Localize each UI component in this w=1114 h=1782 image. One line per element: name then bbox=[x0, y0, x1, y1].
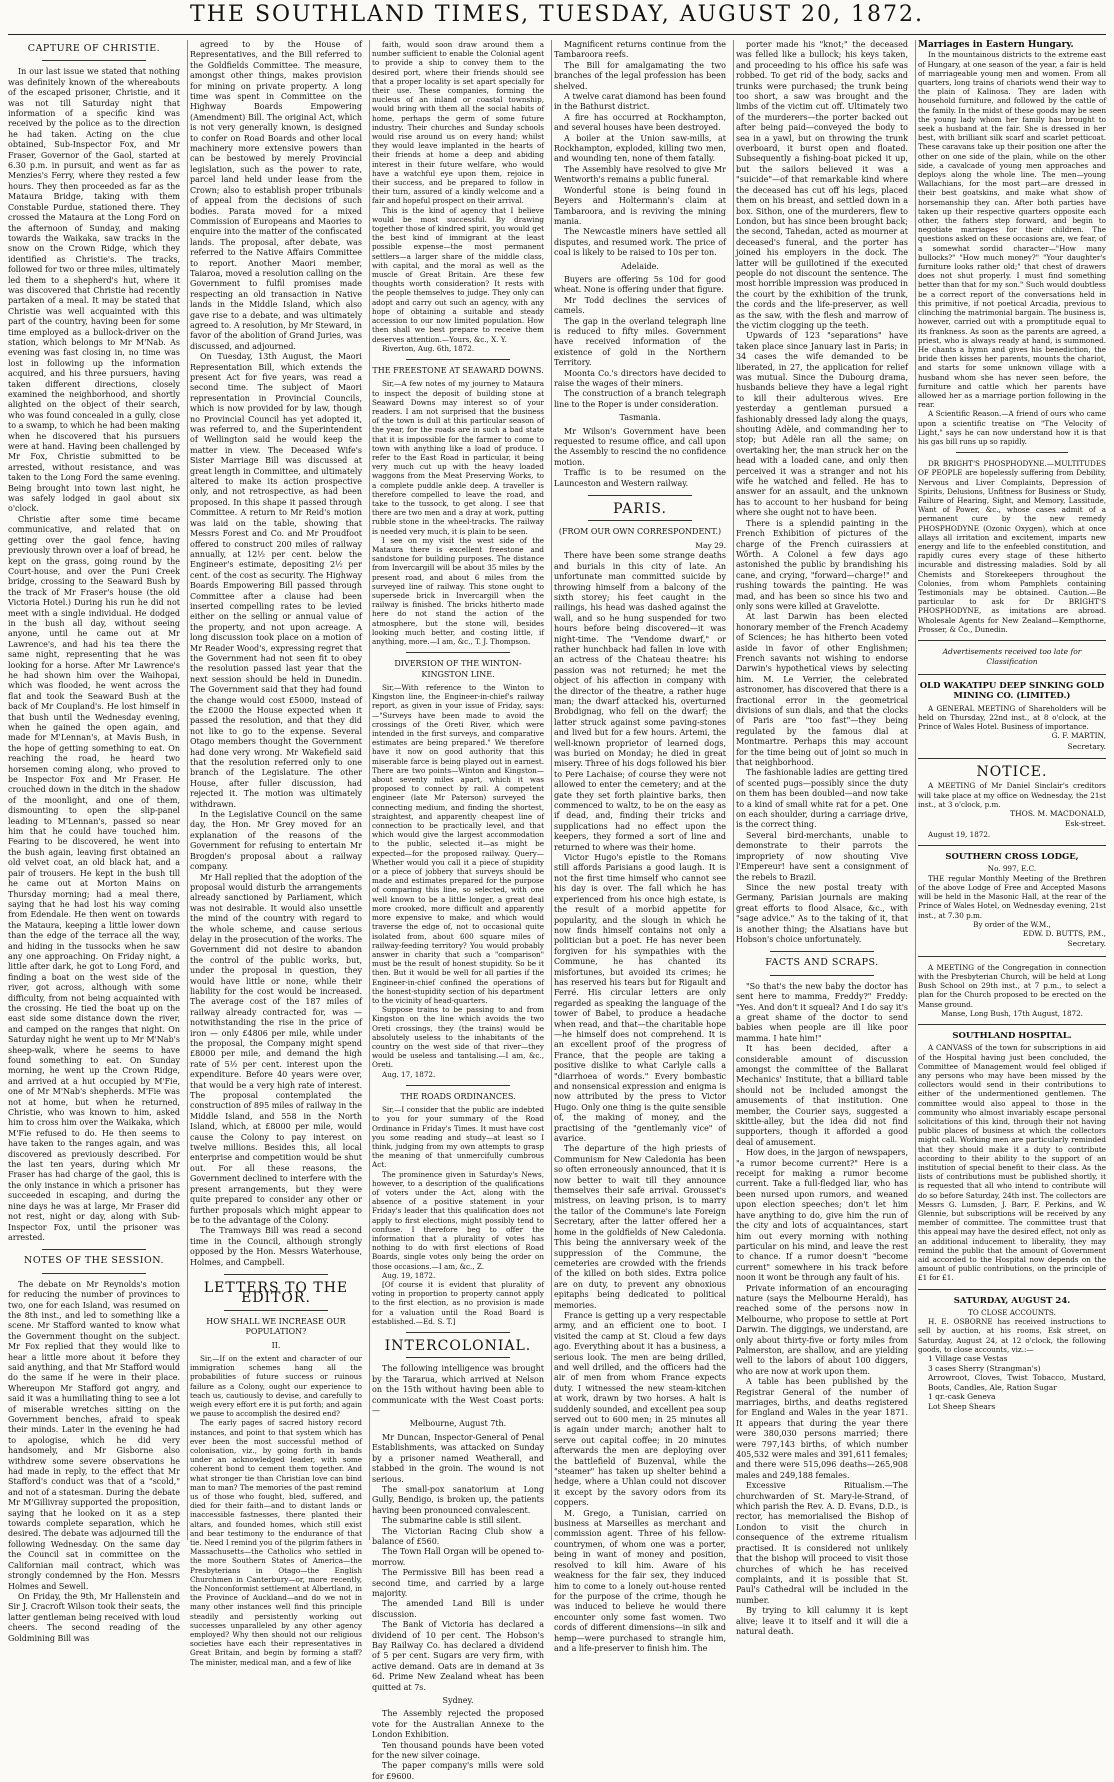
paragraph: The early pages of sacred history record instances, and point to that system which has ever been the most successful method of colonisation, viz., by going forth in bands under an acknowledged leader, with some coherent bond to cement them together. And what stronger tie than Christian love can bind man to man? The memories of the past remind us of those who fought, bled, suffered, and died for their faith—and to distant lands or inaccessible fastnesses, there planted their altars, and founded homes, which still exist and bear testimony to the endurance of that tie. Need I remind you of the pilgrim fathers in Massachusetts—the Catholics who settled in the more Southern States of America—the Presbyterians in Otago—the English Churchmen in Canterbury—or, more recently, the Nonconformist settlement at Albertland, in the Province of Auckland—and do we not in many other instances well find this principle steadily and persistently working out successes unparalleled by any other agency employed? Why then should not our religious societies have each their representatives in Great Britain, and begin by forming a staff? The minister, medical man, and a few of like bbox=[190, 1418, 362, 1667]
paragraph: Traffic is to be resumed on the Launceston and Western railway. bbox=[554, 468, 726, 488]
paragraph: Christie after some time became communicative, and related that on getting over the gaol fence, having previously thrown over a loaf of bread, he kept on the grass, going round by the Court-house, and over the Puni Creek bridge, crossing to the Seaward Bush by the track of Mr Fraser's house (the old Victoria Hotel.) During his run he did not meet with a single individual. He dodged in the bush all day, without seeing anyone, until he came out at Mr Lawrence's, and had his tea there the same night, representing that he was looking for a horse. After Mr Lawrence's he had shown him over the Waihopai, which was flooded, he went across the flat and took the Seaward Bush at the back of Mr Coupland's. He lost himself in that bush until the Wednesday evening, when he gained the open again, and made for M'Lennan's, at Mavis Bush, in the hope of getting something to eat. On reaching the road, he heard two horsemen coming along, who proved to be Inspector Fox and Mr Fraser. He crouched down in the ditch in the shadow of the moonlight, and one of them, dismounting to open the slip-panel leading to M'Lennan's, passed so near him that he could have touched him. Fearing to be discovered, he went into the bush again, leaving first obtained an old velvet coat, an old black hat, and a pair of trousers. He kept in the bush till he came out at Morton Mains on Thursday morning; had a meal there, saying that he had lost his way coming from Edendale. He then went on towards the Mataura, keeping a little lower down than the edge of the terrace all the way, and hiding in the tussocks when he saw any one approaching. On Friday night, a little after dark, he got to Long Ford, and finding a boat on the west side of the river, got across, although with some difficulty, from not being acquainted with the crossing. He tied the boat up on the east side some distance down the river, and camped on the ranges that night. On Saturday night he went up to Mr M'Nab's sheep-walk, where he seems to have found something to eat. On Sunday morning, he went up the Crown Ridge, and arrived at a hut occupied by M'Fie, one of Mr M'Nab's shepherds. M'Fie was not at home, but when he returned, Christie, who was known to him, asked him to cross him over the Waikaka, which M'Fie refused to do. He then seems to have taken to the ranges again, and was discovered as previously described. For the last ten years, during which Mr Fraser has had charge of the gaol, this is the only instance in which a prisoner has succeeded in escaping, and during the nine days he was at large, Mr Fraser did not rest, night or day, along with Sub-Inspector Fox, until the prisoner was arrested. bbox=[8, 514, 180, 1242]
advert-title: SATURDAY, AUGUST 24. bbox=[953, 1295, 1071, 1306]
paragraph: A fire has occurred at Rockhampton, and several houses have been destroyed. bbox=[554, 112, 726, 133]
section-title: FACTS AND SCRAPS. bbox=[765, 957, 879, 969]
paragraph: The Bill for amalgamating the two branches of the legal profession has been shelved. bbox=[554, 60, 726, 91]
dateline: Aug. 17, 1872. bbox=[382, 1069, 436, 1079]
article-title: NOTES OF THE SESSION. bbox=[24, 1255, 164, 1267]
paragraph: The submarine cable is still silent. bbox=[382, 1516, 522, 1526]
paragraph: The Assembly rejected the proposed vote for the Australian Annexe to the London Exhibition. bbox=[372, 1709, 544, 1740]
paragraph: Sir,—I consider that the public are indebted to you for your summary of the Road Ordinance in Friday's Times. It must have cost you some reading and study—at least so I think, judging from my own attempts to grasp the meaning of that unmercifully cumbrous Act. bbox=[372, 1105, 544, 1170]
item-title: Marriages in Eastern Hungary. bbox=[918, 40, 1074, 50]
list-item: 1 qr.-cask Geneva bbox=[928, 1392, 996, 1402]
paragraph: A table has been published by the Registrar General of the number of marriages, births, and deaths registered for England and Wales in the year 1871. It appears that during the year there were 380,030 persons married; there were 797,143 births, of which number 405,532 were males and 391,611 females; and there were 515,096 deaths—265,908 males and 249,188 females. bbox=[736, 1377, 908, 1480]
paragraph: The following intelligence was brought by the Tararua, which arrived at Nelson on the 15th without having been able to communicate with the West Coast ports:— bbox=[372, 1364, 544, 1416]
paragraph: Buyers are offering 5s 10d for good wheat. None is offering under that figure. bbox=[554, 274, 726, 295]
paragraph: The gap in the overland telegraph line is reduced to fifty miles. Government have received information of the existence of gold in the Northern Territory. bbox=[554, 316, 726, 368]
advertisement: A GENERAL MEETING of Shareholders will be held on Thursday, 22nd inst., at 8 o'clock, at the Prince of Wales Hotel. Business of importance. bbox=[918, 703, 1106, 732]
paragraph: The Assembly have resolved to give Mr Wentworth's remains a public funeral. bbox=[554, 164, 726, 185]
dateline-heading: Sydney. bbox=[442, 1696, 474, 1706]
paragraph: Mr Hall replied that the adoption of the proposal would disturb the arrangements already sanctioned by Parliament, which was not desirable. It would also unsettle the mind of the country with regard to the whole scheme, and cause serious delay in the prosecution of the works. The Government did not desire to abandon the control of the public works, but, under the proposal in question, they would have little or none, while their liability for the cost would be increased. The average cost of the 187 miles of railway already contracted for, was — notwithstanding the rise in the price of iron — only £4806 per mile, while under the proposal, the Company might spend £8000 per mile, and demand the high rate of 5½ per cent. interest upon the expenditure. Before 40 years were over, that would be a very high rate of interest. The proposal contemplated the construction of 895 miles of railway in the Middle Island, and 558 in the North Island, which, at £8000 per mile, would cause the Colony to pay interest on twelve millions. Besides this, all local enterprise and competition would be shut out. For all these reasons, the Government declined to interfere with the present arrangements, but they were quite prepared to consider any other or further proposals which might appear to be to the advantage of the Colony. bbox=[190, 872, 362, 1225]
byline: (FROM OUR OWN CORRESPONDENT.) bbox=[558, 527, 722, 537]
column-rule bbox=[369, 40, 370, 1540]
column-1 bbox=[8, 40, 180, 1643]
column-4 bbox=[554, 40, 726, 1653]
paragraph: In the mountainous districts to the extreme east of Hungary, at one season of the year, a fair is held of marriageable young men and women. From all quarters, long trains of chariots wend their way to the plain of Kalinosa. They are laden with household furniture, and followed by the cattle of the family. In the midst of these goods may be seen the young lady whom her family has brought to seek a husband at the fair. She is dressed in her best, with brilliant silk scarf and scarlet petticoat. These caravans take up their position one after the other on one side of the plain, while on the other side, a cavalcade of young men approaches and deploys along the whole line. The men—young Wallachians, for the most part—are dressed in their best goatskins, and make what show of horsemanship they can. After both parties have taken up their respective quarters opposite each other, the fathers step forward, and begin to negotiate marriages for their children. The questions asked on these occasions are, we fear, of a somewhat sordid character—"How many bullocks?" "How much money?" "Your daughter's furniture looks rather old;" that chest of drawers does not shut properly. I must find something better than that for my son." Such would doubtless be a correct report of the conversations held in this primitive, if not poetical Arcadia, previous to clinching the matrimonial bargain. The business is, however, carried out with a promptitude equal to its frankness. As soon as the parents are agreed, a priest, who is always ready at hand, is summoned. He chants a hymn and gives his benediction, the bride then kisses her parents, mounts the chariot, and starts for some unknown village with a husband whom she has never seen before, the furniture and cattle which her parents have allowed her as a marriage portion following in the rear. bbox=[918, 50, 1106, 410]
dateline-heading: Tasmania. bbox=[619, 413, 661, 423]
paragraph: The paper company's mills were sold for £9600. bbox=[372, 1761, 544, 1781]
paragraph: Suppose trains to be passing to and from Kingston on the line which avoids the two Oreti crossings, they (the trains) would be absolutely useless to the inhabitants of the country on the west side of that river—they would be useless and tantalising.—I am, &c., Oreti. bbox=[372, 1005, 544, 1070]
paragraph: France is getting up a very respectable army, and an efficient one to boot. I visited the camp at St. Cloud a few days ago. Everything about it has a business, a serious look. The men are being drilled, and well drilled, and the officers had the air of men from whom France expects duty. I witnessed the new steam-kitchen at work, drawn by two horses. A halt is suddenly sounded, and excellent pea soup served out to 600 men; in 25 minutes all is again under march; another halt to serve out capital coffee; in 20 minutes afterwards the men are deploying over the battlefield of Buzenval, while the "steamer" has taken up shelter behind a hedge, where a Uhlan could not discover it except by the savory odors from its coppers. bbox=[554, 1310, 726, 1508]
signature: THOS. M. MACDONALD, bbox=[1010, 809, 1106, 819]
paragraph: Mr Todd declines the services of camels. bbox=[554, 295, 726, 316]
signature: EDW. D. BUTTS, P.M., bbox=[1022, 928, 1106, 938]
paragraph: The departure of the high priests of Communism for New Caledonia has been so often erroneously announced, that it is now better to wait till they announce themselves their safe arrival. Grousset's mistress, on leaving prison, is to marry the tailor of the Commune's late Foreign Secretary, after the latter offered her a home in the goldfields of New Caledonia. This being the anniversary week of the suppression of the Commune, the cemeteries are crowded with the friends of the killed on both sides. Extra police are on duty, to prevent any obnoxious epitaphs being dedicated to political memories. bbox=[554, 1144, 726, 1310]
list-item: Lot Sheep Shears bbox=[928, 1402, 996, 1412]
paragraph: The Permissive Bill has been read a second time, and carried by a large majority. bbox=[372, 1568, 544, 1598]
advert-title: SOUTHERN CROSS LODGE, bbox=[945, 852, 1079, 863]
list-item: 3 cases Sherry (Strangman's) bbox=[928, 1363, 1041, 1373]
paragraph: The small-pox sanatorium at Long Gully, Bendigo, is broken up, the patients having been pronounced convalescent. bbox=[372, 1484, 544, 1515]
paragraph: The Tramways Bill was read a second time in the Council, although strongly opposed by the Hon. Messrs Waterhouse, Holmes, and Campbell. bbox=[190, 1226, 362, 1267]
paragraph: It has been decided, after a considerable amount of discussion amongst the committee of the Ballarat Mechanics' Institute, that a billiard table should not be included amongst the amusements of that institution. One member, the Courier says, suggested a skittle-alley, but the idea did not find supporters, though it afforded a good deal of amusement. bbox=[736, 1044, 908, 1147]
paragraph: Mr Duncan, Inspector-General of Penal Establishments, was attacked on Sunday by a prisoner named Weatherall, and stabbed in the groin. The wound is not serious. bbox=[372, 1432, 544, 1484]
paragraph: agreed to by the House of Representatives, and the Bill referred to the Goldfields Committee. The measure, amongst other things, makes provision for mining on private property. A long time was spent in Committee on the Highway Boards Empowering (Amendment) Bill. The original Act, which is not very generally known, is designed to confer on Road Boards and other local machinery more extensive powers than can be bestowed by merely Provincial legislation, such as the power to rate, parcel land held under lease from the Crown; also to establish proper tribunals of appeal from the decisions of such bodies. Parata moved for a mixed Commission of Europeans and Maories to enquire into the matter of the confiscated lands. The proposal, after debate, was referred to the Native Affairs Committee to report. Another Maori member, Taiaroa, moved a resolution calling on the Government to fulfil promises made respecting an old transaction in Native lands in the Middle Island, which also gave rise to a debate, and was ultimately agreed to. A resolution, by Mr Steward, in favor of the abolition of Grand Juries, was discussed, and adjourned. bbox=[190, 40, 362, 351]
column-5 bbox=[736, 40, 908, 1636]
column-2 bbox=[190, 40, 362, 1667]
advert-title: NOTICE. bbox=[976, 764, 1048, 781]
paragraph: M. Grego, a Tunisian, carried on business at Marseilles as merchant and commission agent. Three of his fellow-countrymen, of whom one was a porter, being in want of money and position, resolved to kill him. Aware of his weakness for the fair sex, they induced him to come to a lonely out-house rented for the purpose of the crime, though he was induced to believe he would there encounter only some fast women. Two cords of different dimensions—in silk and hemp—were purchased to strangle him, and a life-preserver to finish him. The bbox=[554, 1508, 726, 1653]
paragraph: faith, would soon draw around them a number sufficient to enable the Colonial agent to provide a ship to convey them to the desired port, where their friends should see that a proper locality is set apart specially for their use. These companies, forming the nucleus of an inland or coastal township, would bring with them all the social habits of home, perhaps the germ of some future industry. Their churches and Sunday schools would rise around us on every hand; whilst they would leave implanted in the hearts of their friends at home a deep and abiding interest in their future welfare, who would have a watchful eye upon them, rejoice in their success, and be prepared to follow in their turn, assured of a kindly welcome and a fair and hopeful prospect on their arrival. bbox=[372, 40, 544, 206]
letter-number: II. bbox=[271, 1340, 281, 1350]
paragraph: A Scientific Reason.—A friend of ours who came upon a scientific treatise on "The Velocity of Light," says he can now understand how it is that his gas bill runs up so rapidly. bbox=[918, 409, 1106, 446]
letter-title: DIVERSION OF THE WINTON-KINGSTON LINE. bbox=[394, 659, 522, 679]
paragraph: "So that's the new baby the doctor has sent here to mamma, Freddy?" Freddy: "Yes. And don't it squeal? And I do say it's a great shame of the doctor to send babies when people are ill like poor mamma. I hate him!" bbox=[736, 981, 908, 1043]
section-title: LETTERS TO THE EDITOR. bbox=[203, 1279, 349, 1307]
dateline: May 29. bbox=[695, 540, 726, 550]
paragraph: In our last issue we stated that nothing was definitely known of the whereabouts of the escaped prisoner, Christie, and it was not till Saturday night that information of a specific kind was received by the police as to the direction he had taken. Acting on the clue obtained, Sub-Inspector Fox, and Mr Fraser, Governor of the Gaol, started at 6.30 p.m. in pursuit, and went as far as Menzies's Ferry, where they rested a few hours. They then proceeded as far as the Mataura Bridge, taking with them Constable Purdue, stationed there. They crossed the Mataura at the Long Ford on the afternoon of Sunday, and making towards the Waikaka, saw tracks in the snow on the Crown Ridge, which they identified as Christie's. The tracks, followed for two or three miles, ultimately led them to a shepherd's hut, where it was discovered that Christie had recently partaken of a meal. It may be stated that Christie was well acquainted with this part of the country, having been for some time employed as a bullock-driver on the station, which belongs to Mr M'Nab. As evening was fast closing in, no time was lost in following up the information acquired, and his three pursuers, having taken different directions, closely examined the neighborhood, and shortly alighted on the object of their search, who was found concealed in a gully, close to a swamp, to which he had been making when he discovered that his pursuers were at hand. Having been challenged by Mr Fox, Christie submitted to be arrested, without resistance, and was taken to the Long Ford the same evening. Being brought into town last night, he was safely lodged in gaol about six o'clock. bbox=[8, 67, 180, 514]
column-rule bbox=[187, 40, 188, 1540]
column-6 bbox=[918, 40, 1106, 1540]
paragraph: The construction of a branch telegraph line to the Roper is under consideration. bbox=[554, 389, 726, 409]
paragraph: Upwards of 123 "separations" have taken place since January last in Paris; in 34 cases the wife demanded to be liberated, in 27, the application for relief was mutual. Since the Dubourg drama, husbands believe they have a legal right to kill their adulterous wives. Ere yesterday a gentleman pursued a fashionably dressed lady along the quays, shouting Adèle, and commanding her to stop; but Adèle ran all the same; on overtaking her, the man struck her on the head with a loaded cane, and only then perceived it was a stranger and not his wife he watched and felled. He has to answer for an assault, and the unknown has to account to her husband for being where she ought not to have been. bbox=[736, 331, 908, 518]
paragraph: Moonta Co.'s directors have decided to raise the wages of their miners. bbox=[554, 368, 726, 388]
paragraph: The Bank of Victoria has declared a dividend of 10 per cent. The Hobson's Bay Railway Co. has declared a dividend of 5 per cent. Sugars are very firm, with active demand. Oats are in demand at 3s 6d. Prime New Zealand wheat has been quitted at 7s. bbox=[372, 1620, 544, 1692]
paragraph: The Victorian Racing Club show a balance of £560. bbox=[372, 1526, 544, 1546]
paragraph: At last Darwin has been elected honorary member of the French Academy of Sciences; he has hitherto been voted aside in favor of other Englishmen; French savants not wishing to endorse Darwin's hypothetical views by selecting him. M. Le Verrier, the celebrated astronomer, has discovered that there is a fractional error in the geometrical divisions of sun dials, and that the clocks of Paris are "too fast"—they being regulated by the famous dial at Montmartre. Perhaps this may account for the time being out of joint so much in that neighborhood. bbox=[736, 612, 908, 768]
paragraph: The debate on Mr Reynolds's motion for reducing the number of provinces to two, one for each Island, was resumed on the 8th inst., and led to something like a scene. Mr Stafford wanted to know what the Government thought on the subject. Mr Fox replied that they would like to hear a little more about it before they said anything, and that Mr Stafford would do the same if he were in their place. Whereupon Mr Stafford got angry, and said it was a humiliating thing to see a lot of miserable wretches sitting on the Government benches, afraid to speak their minds. Later in the evening he had to apologise, which he did very handsomely, and Mr Gisborne also withdrew some severe observations he had made in reply, to the effect that Mr Stafford's conduct was that of a "scold," and not of a statesman. During the debate Mr M'Gillivray supported the proposition, saying that he looked on it as a step towards complete separation, which he desired. The debate was adjourned till the following Wednesday. On the same day the Council sat in committee on the Californian mail contract, which was strongly condemned by the Hon. Messrs Holmes and Sewell. bbox=[8, 1279, 180, 1591]
paragraph: The amended Land Bill is under discussion. bbox=[372, 1599, 544, 1619]
paragraph: The Town Hall Organ will be opened to-morrow. bbox=[372, 1547, 544, 1567]
paragraph: There have been some strange deaths and burials in this city of late. An unfortunate man committed suicide by throwing himself from a balcony of the sixth storey; his feet caught in the railings, his head was dashed against the wall, and so he hung suspended for two hours before being discovered—it was night-time. The "Vendome dwarf," or rather hunchback had fallen in love with an actress of the Chateau theatre: his passion was not returned; he met the object of his affection in company with the director of the theatre, a rather huge man; the dwarf attacked his, overturned Brobdignag, who fell on the dwarf; the latter struck against some paving-stones and lived but for a few hours. Artemi, the well-known proprietor of learned dogs, was buried on Monday; he died in great misery. Three of his dogs followed his bier to Pere Lachaise; of course they were not allowed to enter the cemetery; and at the gate they set forth plaintive barks, then commenced to waltz, to be on the easy as if dead, and, finding their tricks and supplications had no effect upon the keepers, they formed a sort of line and returned to where was their home. bbox=[554, 551, 726, 852]
paragraph: Wonderful stone is being found in Beyers and Holtermann's claim at Tambaroora, and is reviving the mining mania. bbox=[554, 185, 726, 226]
paragraph: Ten thousand pounds have been voted for the new silver coinage. bbox=[372, 1740, 544, 1761]
signature-role: Secretary. bbox=[1067, 741, 1106, 751]
paragraph: Sir,—If on the extent and character of our immigration schemes hang all the probabilities of future success or ruinous failure as a Colony, ought our experience to teach us, cautiously to devise, and carefully to weigh every effort ere it is put forth; and again we pause to accomplish the desired end? bbox=[190, 1353, 362, 1419]
editor-note: [Of course it is evident that plurality of voting in proportion to property cannot apply to the first election, as no provision is made for a valuation until the Road Board is established.—Ed. S. T.] bbox=[372, 1280, 544, 1326]
advertisement: THE regular Monthly Meeting of the Brethren of the above Lodge of Free and Accepted Masons will be held in the Masonic Hall, at the rear of the Prince of Wales Hotel, on Wednesday evening, 21st inst., at 7.30 p.m. bbox=[918, 873, 1106, 920]
signature: G. F. MARTIN, bbox=[1051, 731, 1106, 741]
masthead-rule bbox=[8, 34, 1106, 35]
dateline-heading: Adelaide. bbox=[621, 261, 659, 271]
list-item: Arrowroot, Cloves, Twist Tobacco, Mustard, Boots, Candles, Ale, Ration Sugar bbox=[928, 1373, 1106, 1392]
paragraph: A boiler at the Union saw-mills, at Rockhampton, exploded, killing two men, and wounding ten, none of them fatally. bbox=[554, 133, 726, 164]
paragraph: How does, in the jargon of newspapers, "a rumor become current?" Here is a receipt for making a rumor become current. Take a full-fledged liar, who has been nursed upon rumors, and weaned upon election speeches; don't let him have anything to do, give him the run of the city and lots of acquaintances, start him out every morning with nothing particular on his mind, and leave the rest to chance. If a rumor doesn't "become current" somewhere in his track before noon it wont be through any fault of his. bbox=[736, 1148, 908, 1283]
paragraph: A twelve carat diamond has been found in the Bathurst district. bbox=[554, 92, 726, 112]
signature-role: Secretary. bbox=[1067, 939, 1106, 949]
paragraph: In the Legislative Council on the same day, the Hon. Mr Grey moved for an explanation of the reasons of the Government for refusing to entertain Mr Brogden's proposal about a railway company. bbox=[190, 810, 362, 872]
dateline: Riverton, Aug. 6th, 1872. bbox=[382, 343, 475, 353]
paragraph: porter made his "knot;" the deceased was felled like a bullock; his keys taken, and proceeding to his office his safe was robbed. To get rid of the body, sacks and trunks were purchased; the trunk being too short, a saw was brought and the limbs of the victim cut off. Ultimately two of the murderers—the porter backed out after being paid—conveyed the body to sea in a yawl, but on throwing the trunk overboard, it burst open and floated. Subsequently a fishing-boat picked it up, but the sailors believed it was a "suicide"—of that remarkable kind where the deceased has cut off his legs, placed them on his breast, and settled down in a box. Sithon, one of the murderers, flew to London, but has since been brought back; the second, Tahedan, acted as mourner at deceased's funeral, and the porter has joined his employers in the dock. The latter will be guillotined if the executed people do not discount the sentence. The most horrible impression was produced in the court by the exhibition of the trunk, the cords and the life-preserver, as well as the saw, with the flesh and marrow of the victim clogging up the teeth. bbox=[736, 40, 908, 330]
letter-title: HOW SHALL WE INCREASE OUR POPULATION? bbox=[206, 1316, 346, 1337]
paragraph: Excessive Ritualism.—The churchwarden of St. Mary-le-Strand, of which parish the Rev. A. D. Evans, D.D., is rector, has memorialised the Bishop of London to visit the church in consequence of the extreme ritualism practised. It is considered not unlikely that the bishop will proceed to visit those churches of which he has received complaints, and it is possible that St. Paul's Cathedral will be included in the number. bbox=[736, 1481, 908, 1605]
paragraph: The fashionable ladies are getting tired of scented pugs—possibly since the duty on them has been doubled—and now take to a kind of small white rat for a pet. One on each shoulder, during a carriage drive, is the correct thing. bbox=[736, 768, 908, 830]
letter-title: THE FREESTONE AT SEAWARD DOWNS. bbox=[372, 365, 544, 375]
list-item: 1 Village case Vestas bbox=[928, 1354, 1008, 1364]
section-title: INTERCOLONIAL. bbox=[384, 1338, 532, 1355]
column-rule bbox=[733, 40, 734, 1540]
paragraph: The Newcastle miners have settled all disputes, and resumed work. The price of coal is likely to be raised to 10s per ton. bbox=[554, 227, 726, 258]
advertisement: A CANVASS of the town for subscriptions in aid of the Hospital having just been concluded, the Committee of Management would feel obliged if any persons who may have been missed by the collectors would send in their contributions to either of the undermentioned gentlemen. The committee would also appeal to those in the community who almost invariably escape personal solicitations of this kind, through their not having public places of business at which the collectors might call. Working men are particularly reminded that they should make it a duty to contribute according to their ability to the support of an institution of special benefit to their class. As the lists of contributions must be published shortly, it is requested that all who intend to contribute will do so before Saturday, 24th inst. The collectors are Messrs G. Lumsden, J. Barr, F. Perkins, and W. Glennie, but subscriptions will be received by any member of committee. The committee trust that this appeal may have the desired effect, not only as an additional inducement to liberality, they may remind the public that the amount of Government aid accorded to the Hospital now depends on the amount of public contributions, on the principle of £1 for £1. bbox=[918, 1043, 1106, 1283]
column-3 bbox=[372, 40, 544, 1781]
advert-subtitle: TO CLOSE ACCOUNTS. bbox=[968, 1308, 1056, 1318]
advertisement: A MEETING of Mr Daniel Sinclair's creditors will take place at my office on Wednesday, the 21st inst., at 3 o'clock, p.m. bbox=[918, 781, 1106, 809]
paragraph: The prominence given in Saturday's News, however, to a description of the qualifications of voters under the Act, along with the absence of a positive statement in your Friday's leader that this qualification does not apply to first elections, might possibly tend to confuse. I therefore beg to offer the information that a plurality of votes has nothing to do with first elections of Road Boards, single votes only being the order on those occasions.—I am, &c., Z. bbox=[372, 1169, 544, 1271]
paragraph: Sir,—With reference to the Winton to Kingston line, the Engineer-in-chief's railway report, as given in your issue of Friday, says:—"Surveys have been made to avoid the crossings of the Oreti River, which were intended in the first surveys, and comparative estimates are being prepared." We therefore have it now on good authority that this miserable farce is being played out in earnest. There are two points—Winton and Kingston—about seventy miles apart, which it was proposed to connect by rail. A competent engineer (late Mr Paterson) surveyed the connecting medium, and finding the shortest, straightest, and apparently cheapest line of connection to be practically level, and that which would give the largest accommodation to the public, selected it—as might be expected—for the proposed railway. Query—Whether would you call it a piece of stupidity or a piece of jobbery that surveys should be made and estimates prepared for the purpose of comparing this line, so selected, with one well known to be a little longer, a great deal more crooked, more difficult and apparently more expensive to make, and which would traverse the edge of, not to occasional quite isolated from, about 600 square miles of railway-feeding territory? You would probably answer in charity that such a "comparison" must be the result of honest stupidity. So be it then. But it would be well for all parties if the Engineer-in-chief confined the operations of the honest-stupidity section of his department to the vicinity of head-quarters. bbox=[372, 683, 544, 1005]
paragraph: On Friday, the 9th, Mr Hallenstein and Sir J. Cracroft Wilson took their seats, the latter gentleman being received with loud cheers. The second reading of the Goldmining Bill was bbox=[8, 1591, 180, 1643]
letter-title: THE ROADS ORDINANCES. bbox=[400, 1091, 516, 1101]
lodge-number: No. 997, E.C. bbox=[987, 864, 1037, 874]
advert-title: SOUTHLAND HOSPITAL. bbox=[952, 1030, 1072, 1041]
paragraph: There is a splendid painting in the French Exhibition of pictures of the charge of the French cuirassiers at Wörth. A Colonel a few days ago astonished the public by brandishing his cane, and crying, "forward—charge!" and rushing towards the painting. He was mad, and has been so since his two and only sons were killed at Gravelotte. bbox=[736, 518, 908, 611]
advert-title: OLD WAKATIPU DEEP SINKING GOLD MINING CO. (LIMITED.) bbox=[919, 680, 1105, 702]
dateline: August 19, 1872. bbox=[928, 829, 991, 839]
dateline: Aug. 19, 1872. bbox=[382, 1270, 436, 1280]
section-title: PARIS. bbox=[613, 501, 667, 518]
paragraph: Magnificent returns continue from the Tambaroora reefs. bbox=[554, 40, 726, 60]
advertisement: H. E. OSBORNE has received instructions to sell by auction, at his rooms, Esk street, on Saturday, August 24, at 12 o'clock, the following goods, to close accounts, viz.:— bbox=[918, 1317, 1106, 1354]
paragraph: Private information of an encouraging nature (says the Melbourne Herald), has reached some of the persons now in Melbourne, who propose to settle at Port Darwin. The diggings, we understand, are only about thirty-five or forty miles from Palmerston, are shallow, and are yielding well to the labors of about 100 diggers, who are now at work upon them. bbox=[736, 1283, 908, 1376]
column-rule bbox=[551, 40, 552, 1540]
masthead: THE SOUTHLAND TIMES, TUESDAY, AUGUST 20, 1872. bbox=[190, 2, 924, 27]
paragraph: Mr Wilson's Government have been requested to resume office, and call upon the Assembly to rescind the no confidence motion. bbox=[554, 426, 726, 467]
paragraph: This is the kind of agency that I believe would be most successful. By drawing together those of kindred spirit, you would get the best kind of immigrant at the least possible expense—the most permanent settlers—a larger share of the middle class, with capital, and the moral as well as the muscle of Great Britain. Are these few thoughts worth consideration? It rests with the people themselves to judge. They only can adopt and carry out such an agency, with any hope of obtaining a suitable and steady accession to our now limited population. How then shall we best prepare to receive them deserves attention.—Yours, &c., X. Y. bbox=[372, 205, 544, 344]
paragraph: On Tuesday, 13th August, the Maori Representation Bill, which extends the present Act for five years, was read a second time. The subject of Maori representation in Provincial Councils, which is now provided for by law, though no Provincial Council has yet adopted it, was referred to, and the Superintendent of Wellington said he would keep the matter in view. The Deceased Wife's Sister Marriage Bill was discussed at great length in Committee, and ultimately altered to make its action prospective only, and not retrospective, as had been proposed. In this shape it passed through Committee. A return to Mr Reid's motion was laid on the table, showing that Messrs Forest and Co. and Mr Proudfoot offered to construct 200 miles of railway annually, at 12½ per cent. below the Engineer's estimate, depositing 2½ per cent. of the cost as security. The Highway Boards Empowering Bill passed through Committee after a clause had been inserted compelling rates to be levied either on the selling or annual value of the property, and not upon acreage. A long discussion took place on a motion of Mr Reader Wood's, expressing regret that the Government had not seen fit to obey the resolution passed last year that the next session should be held in Dunedin. The Government said that they had found the change would cost £5000, instead of the £2000 the House expected when it passed the resolution, and that they did not like to go to the expense. Several Otago members thought the Government had done very wrong. Mr Wakefield said that the resolution referred only to one branch of the Legislature. The other House, after fuller discussion, had rejected it. The motion was ultimately withdrawn. bbox=[190, 352, 362, 809]
dateline-heading: Melbourne, August 7th. bbox=[409, 1419, 507, 1429]
column-rule bbox=[915, 40, 916, 1540]
paragraph: Victor Hugo's epistle to the Romans still affords Parisians a good laugh. It is not the first time himself who cannot see his day is over. The fall which he has experienced from his once high estate, is the result of a morbid appetite for popularity, and the slough in which he now finds himself contains not only a politician but a poet. He has never been forgiven for his sympathies with the Commune, he has chanted its misfortunes, but avoided its crimes; he has reserved his tears but for Rigault and Ferré. His circular letters are only regarded as speaking the language of the tower of Babel, to produce a headache when read, and that—the charitable hope—he himself does not comprehend. It is an excellent proof of the progress of France, that the people are taking a positive dislike to what Carlyle calls a "diarrhoea of words." Every bombastic and nonsensical expression and enigma is now attributed by the press to Victor Hugo. Only one thing is the quite sensible of, the making of money, and the practising of the "gentlemanly vice" of avarice. bbox=[554, 853, 726, 1144]
paragraph: Sir,—A few notes of my journey to Mataura to inspect the deposit of building stone at Seaward Downs may interest so of your readers. I am not surprised that the business of the town is dull at this particular season of the year, for the roads are in such a bad state that it is impossible for the farmer to come to town with anything like a load of produce. I refer to the East Road in particular, it being very much cut up with the heavy loaded waggons from the Meat Preserving Works, to a complete puddle ankle deep. A traveller is therefore compelled to leave the road, and take to the tussock, to get along. I see that there are two men and a dray at work, putting rubble stone in the wheel-tracks. The railway is needed very much, it is plain to be seen. bbox=[372, 379, 544, 536]
advertisement: A MEETING of the Congregation in connection with the Presbyterian Church, will be held at Long Bush School on 29th inst., at 7 p.m., to select a plan for the Church proposed to be erected on the Manse ground. bbox=[918, 962, 1106, 1009]
paragraph: Since the new postal treaty with Germany, Parisian journals are making great efforts to flood Alsace, &c., with "sage advice." As to the taking of it, that is another thing; the Alsatians have but Hobson's choice unfortunately. bbox=[736, 882, 908, 944]
article-title: CAPTURE OF CHRISTIE. bbox=[27, 43, 161, 54]
advertisement: DR BRIGHT'S PHOSPHODYNE.—MULTITUDES OF PEOPLE are hopelessly suffering from Debility, Nervous and Liver Complaints, Depression of Spirits, Delusions, Unfitness for Business or Study, Failure of Hearing, Sight, and Memory, Lassitude, Want of Power, &c., whose cases admit of a permanent cure by the new remedy PHOSPHODYNE (Ozonic Oxygen), which at once allays all irritation and excitement, imparts new energy and life to the enfeebled constitution, and rapidly cures every stage of these hitherto incurable and distressing maladies. Sold by all Chemists and Storekeepers throughout the Colonies, from whom Pamphlets containing Testimonials may be obtained. Caution.—Be particular to ask for Dr BRIGHT'S PHOSPHODYNE, as imitations are abroad. Wholesale Agents for New Zealand—Kempthorne, Prosser, & Co., Dunedin. bbox=[918, 459, 1106, 634]
signature-role: Esk-street. bbox=[1065, 819, 1106, 829]
section-label: Advertisements received too late for Classification bbox=[942, 647, 1082, 667]
dateline: Manse, Long Bush, 17th August, 1872. bbox=[941, 1008, 1083, 1018]
paragraph: Several bird-merchants, unable to demonstrate to their parrots the impropriety of now shouting Vive l'Empereur! have sent a consignment of the rebels to Brazil. bbox=[736, 830, 908, 882]
paragraph: I see on my visit the west side of the Mataura there is excellent freestone and sandstone for building purposes. The distance from Invercargill will be about 35 miles by the present road, and about 6 miles from the surveyed line of railway. This stone ought to supersede brick in Invercargill when the railway is finished. The bricks hitherto made here do not stand the action of the atmosphere, but the stone will, besides looking much better, and costing little, if anything, more.—I am, &c., T. J. Thompson. bbox=[372, 535, 544, 646]
signature-line: By order of the W.M., bbox=[973, 919, 1051, 929]
paragraph: By trying to kill calumny it is kept alive; leave it to itself and it will die a natural death. bbox=[736, 1606, 908, 1636]
